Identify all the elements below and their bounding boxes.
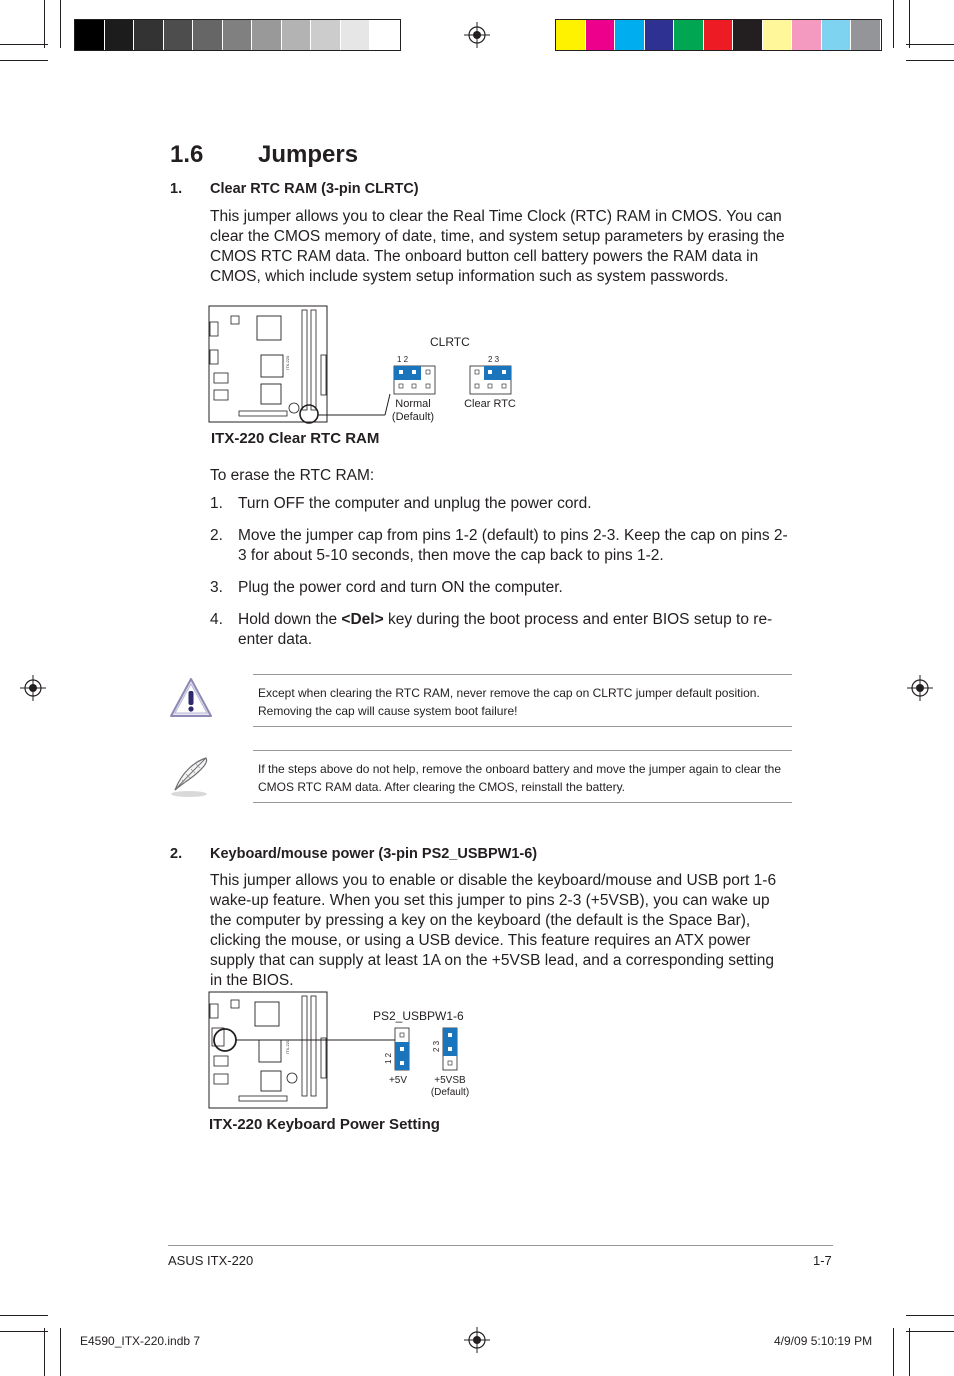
color-swatch bbox=[223, 20, 253, 50]
step-number: 1. bbox=[210, 495, 223, 512]
divider bbox=[253, 802, 792, 803]
section-1-title bbox=[170, 181, 419, 197]
erase-intro: To erase the RTC RAM: bbox=[210, 467, 375, 484]
board-label: ITX-220 bbox=[285, 1039, 290, 1054]
del-key: <Del> bbox=[341, 611, 384, 628]
color-swatch bbox=[645, 20, 675, 50]
print-slug-date: 4/9/09 5:10:19 PM bbox=[774, 1334, 873, 1348]
print-slug-file: E4590_ITX-220.indb 7 bbox=[80, 1334, 201, 1348]
jumper-cap bbox=[395, 1042, 409, 1070]
color-swatch bbox=[851, 20, 880, 50]
color-swatch bbox=[164, 20, 194, 50]
normal-pin-numbers: 1 2 bbox=[397, 355, 409, 364]
color-swatch bbox=[282, 20, 312, 50]
step-text: Turn OFF the computer and unplug the power cord. bbox=[238, 495, 592, 512]
color-swatch bbox=[763, 20, 793, 50]
clear-rtc-label: Clear RTC bbox=[464, 398, 516, 410]
color-swatch bbox=[311, 20, 341, 50]
heading-number: 1.6 bbox=[170, 141, 204, 168]
feather-note-icon bbox=[166, 754, 212, 800]
divider bbox=[253, 726, 792, 727]
color-swatch bbox=[134, 20, 164, 50]
color-swatch bbox=[252, 20, 282, 50]
section-2-title bbox=[170, 846, 537, 862]
page-heading bbox=[170, 141, 358, 169]
clrtc-label: CLRTC bbox=[430, 335, 470, 349]
section-1-number: 1. bbox=[170, 181, 183, 197]
color-swatch bbox=[822, 20, 852, 50]
registration-mark-icon bbox=[464, 22, 490, 48]
heading-title: Jumpers bbox=[258, 141, 359, 168]
step-number: 3. bbox=[210, 579, 223, 596]
color-swatch bbox=[586, 20, 616, 50]
step-number: 4. bbox=[210, 611, 223, 628]
5v-label: +5V bbox=[388, 1075, 408, 1086]
section-2-body: This jumper allows you to enable or disable the keyboard/mouse and USB port 1-6 wake-up feature. When you set this jumper to pins 2-3 (+5VSB), you can wake up the computer by pressing a key on the keyboard (the default is the Space Bar), clicking the mouse, or using a USB device. This feature requires an ATX power supply that can supply at least 1A on the +5VSB lead, and a corresponding setting in the BIOS. bbox=[210, 872, 777, 989]
color-bar bbox=[555, 19, 882, 51]
right-pin-numbers: 2 3 bbox=[432, 1040, 441, 1052]
section-1-title-text: Clear RTC RAM (3-pin CLRTC) bbox=[210, 181, 419, 197]
registration-mark-icon bbox=[20, 675, 46, 701]
normal-label: Normal bbox=[395, 398, 431, 410]
jumper-cap bbox=[394, 366, 421, 380]
clrtc-diagram bbox=[205, 300, 535, 450]
color-swatch bbox=[341, 20, 371, 50]
step-number: 2. bbox=[210, 527, 223, 544]
color-swatch bbox=[704, 20, 734, 50]
section-1-body: This jumper allows you to clear the Real Time Clock (RTC) RAM in CMOS. You can clear the CMOS memory of date, time, and system setup parameters by erasing the CMOS RTC RAM data. The onboard button cell battery powers the RAM data in CMOS, which include system setup information such as system passwords. bbox=[210, 208, 785, 285]
section-2-title-text: Keyboard/mouse power (3-pin PS2_USBPW1-6) bbox=[210, 846, 538, 862]
ps2-usbpw-label: PS2_USBPW1-6 bbox=[373, 1009, 464, 1023]
clear-pin-numbers: 2 3 bbox=[488, 355, 500, 364]
color-swatch bbox=[733, 20, 763, 50]
ps2-usbpw-diagram bbox=[205, 988, 495, 1138]
normal-default-label: (Default) bbox=[391, 411, 435, 423]
color-swatch bbox=[193, 20, 223, 50]
color-swatch bbox=[674, 20, 704, 50]
divider bbox=[253, 750, 792, 751]
5vsb-default-label: (Default) bbox=[430, 1087, 470, 1098]
registration-mark-icon bbox=[907, 675, 933, 701]
footer-product: ASUS ITX-220 bbox=[168, 1253, 254, 1268]
divider bbox=[253, 674, 792, 675]
color-swatch bbox=[556, 20, 586, 50]
color-swatch bbox=[615, 20, 645, 50]
footer-rule bbox=[168, 1245, 833, 1246]
left-pin-numbers: 1 2 bbox=[384, 1052, 393, 1064]
5vsb-label: +5VSB bbox=[434, 1075, 466, 1086]
note-text: If the steps above do not help, remove the onboard battery and move the jumper again to clear the CMOS RTC RAM data. After clearing the CMOS, reinstall the battery. bbox=[258, 762, 781, 794]
color-swatch bbox=[792, 20, 822, 50]
color-swatch bbox=[75, 20, 105, 50]
section-2-number: 2. bbox=[170, 846, 183, 862]
step-text: Hold down the <Del> key during the boot process and enter BIOS setup to re-enter data. bbox=[238, 611, 773, 648]
figure-1-caption: ITX-220 Clear RTC RAM bbox=[211, 430, 380, 447]
color-swatch bbox=[105, 20, 135, 50]
registration-mark-icon bbox=[464, 1327, 490, 1353]
warning-text: Except when clearing the RTC RAM, never remove the cap on CLRTC jumper default position. Removing the cap will cause system boot failure! bbox=[258, 686, 760, 718]
board-label: ITX-220 bbox=[285, 355, 290, 370]
figure-2-caption: ITX-220 Keyboard Power Setting bbox=[209, 1116, 440, 1133]
step-text: Plug the power cord and turn ON the computer. bbox=[238, 579, 563, 596]
footer-page-number: 1-7 bbox=[813, 1253, 832, 1268]
warning-icon bbox=[168, 676, 214, 720]
color-swatch bbox=[370, 20, 399, 50]
jumper-cap bbox=[443, 1028, 457, 1056]
step-text: Move the jumper cap from pins 1-2 (default) to pins 2-3. Keep the cap on pins 2-3 for about 5-10 seconds, then move the cap back to pins 1-2. bbox=[238, 527, 788, 564]
grayscale-bar bbox=[74, 19, 401, 51]
